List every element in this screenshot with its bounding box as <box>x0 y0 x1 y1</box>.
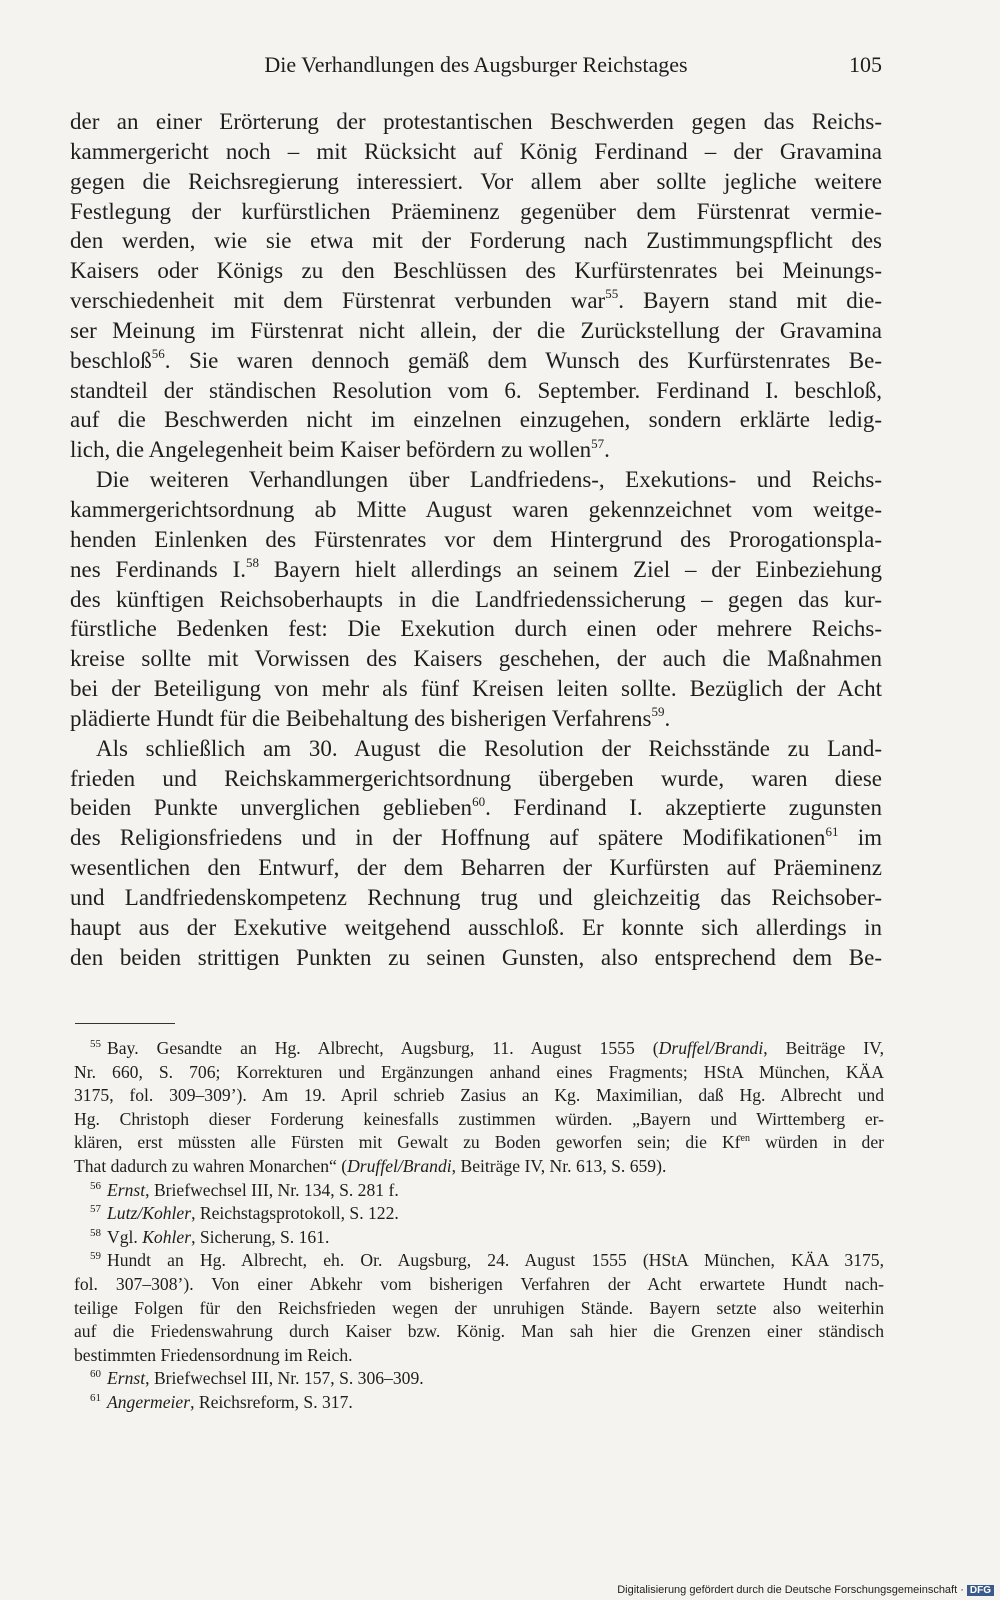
footnote-line: klären, erst müssten alle Fürsten mit Gewalt zu Boden geworfen sein; die $Kf^{en}$ würden in der <box>74 1132 884 1153</box>
text-line: auf die Beschwerden nicht im einzelnen einzugehen, sondern erklärte ledig- <box>70 407 882 433</box>
footnote-line: fol. 307–308’). Von einer Abkehr vom bisherigen Verfahren der Acht erwartete Hundt nach- <box>74 1273 884 1294</box>
text-line: lich, die Angelegenheit beim Kaiser befördern zu wollen$^{57}$. <box>70 435 610 463</box>
text-line: des Religionsfriedens und in der Hoffnung auf spätere Modifikationen$^{61}$ im <box>70 823 882 851</box>
text-line: kammergericht noch – mit Rücksicht auf König Ferdinand – der Gravamina <box>70 138 882 164</box>
footnote-line: auf die Friedenswahrung durch Kaiser bzw. König. Man sah hier die Grenzen einer ständisch <box>74 1321 884 1342</box>
footnote-ref: 57 <box>591 435 605 451</box>
footnote-59: $^{59}$ Hundt an Hg. Albrecht, eh. Or. Augsburg, 24. August 1555 (HStA München, KÄA 3175, <box>90 1250 884 1271</box>
text-line: Die weiteren Verhandlungen über Landfriedens-, Exekutions- und Reichs- <box>96 467 882 493</box>
text-line: beschloß$^{56}$. Sie waren dennoch gemäß dem Wunsch des Kurfürstenrates Be- <box>70 346 882 373</box>
text-line: kammergerichtsordnung ab Mitte August waren gekennzeichnet vom weitge- <box>70 496 882 522</box>
page-header <box>70 52 882 82</box>
footnote-ref: 61 <box>825 823 839 839</box>
text-line: Kaisers oder Königs zu den Beschlüssen des Kurfürstenrates bei Meinungs- <box>70 258 882 284</box>
text-line: der an einer Erörterung der protestantischen Beschwerden gegen das Reichs- <box>70 109 882 134</box>
footnote-line: Nr. 660, S. 706; Korrekturen und Ergänzungen anhand eines Fragments; HStA München, KÄA <box>74 1061 884 1082</box>
text-line: beiden Punkte unverglichen geblieben$^{60}$. Ferdinand I. akzeptierte zugunsten <box>70 793 883 821</box>
text-line: Festlegung der kurfürstlichen Präeminenz gegenüber dem Fürstenrat vermie- <box>70 198 882 224</box>
text-line: frieden und Reichskammergerichtsordnung übergeben wurde, waren diese <box>70 765 882 791</box>
main-text <box>70 107 882 972</box>
credit-text: Digitalisierung gefördert durch die Deutsche Forschungsgemeinschaft · <box>617 1584 964 1596</box>
text-line: kreise sollte mit Vorwissen des Kaisers geschehen, der auch die Maßnahmen <box>70 646 882 672</box>
footnote-55: $^{55}$ Bay. Gesandte an Hg. Albrecht, Augsburg, 11. August 1555 (Druffel/Brandi, Beiträge IV, <box>90 1038 884 1058</box>
footnote-ref: 59 <box>651 704 665 720</box>
footnote-ref: 56 <box>151 346 165 362</box>
text-line: wesentlichen den Entwurf, der dem Beharren der Kurfürsten auf Präeminenz <box>70 855 882 881</box>
footnote-line: bestimmten Friedensordnung im Reich. <box>74 1344 353 1365</box>
footnote-57: $^{57}$ Lutz/Kohler, Reichstagsprotokoll, S. 122. <box>90 1203 399 1224</box>
page-number: 105 <box>849 52 882 77</box>
text-line: bei der Beteiligung von mehr als fünf Kreisen leiten sollte. Bezüglich der Acht <box>70 676 882 702</box>
text-line: ser Meinung im Fürstenrat nicht allein, der die Zurückstellung der Gravamina <box>70 317 882 343</box>
digitization-credit <box>617 1584 994 1596</box>
footnote-ref: 58 <box>246 555 260 570</box>
text-line: den beiden strittigen Punkten zu seinen Gunsten, also entsprechend dem Be- <box>70 944 882 970</box>
footnote-line: 3175, fol. 309–309’). Am 19. April schrieb Zasius an Kg. Maximilian, daß Hg. Albrecht und <box>74 1085 884 1106</box>
text-line: gegen die Reichsregierung interessiert. Vor allem aber sollte jegliche weitere <box>70 168 882 194</box>
text-line: plädierte Hundt für die Beibehaltung des bisherigen Verfahrens$^{59}$. <box>70 704 671 731</box>
dfg-logo: DFG <box>967 1585 994 1596</box>
text-line: den werden, wie sie etwa mit der Forderung nach Zustimmungspflicht des <box>70 228 882 254</box>
text-line: fürstliche Bedenken fest: Die Exekution durch einen oder mehrere Reichs- <box>70 616 882 642</box>
footnote-divider <box>75 1023 175 1024</box>
footnote-line: teilige Folgen für den Reichsfrieden wegen der unruhigen Stände. Bayern setzte also weiterhin <box>74 1297 884 1318</box>
footnote-56: $^{56}$ Ernst, Briefwechsel III, Nr. 134, S. 281 f. <box>90 1179 399 1200</box>
footnote-line: That dadurch zu wahren Monarchen“ (Druffel/Brandi, Beiträge IV, Nr. 613, S. 659). <box>74 1155 667 1176</box>
text-line: haupt aus der Exekutive weitgehend ausschloß. Er konnte sich allerdings in <box>70 914 882 940</box>
text-line: und Landfriedenskompetenz Rechnung trug und gleichzeitig das Reichsober- <box>70 884 882 910</box>
text-line: Als schließlich am 30. August die Resolution der Reichsstände zu Land- <box>96 735 882 761</box>
footnote-ref: 60 <box>472 793 486 809</box>
text-line: henden Einlenken des Fürstenrates vor dem Hintergrund des Prorogationspla- <box>70 526 882 552</box>
text-line: verschiedenheit mit dem Fürstenrat verbunden war$^{55}$. Bayern stand mit die- <box>70 286 882 314</box>
text-line: nes Ferdinands I.$^{58}$ Bayern hielt allerdings an seinem Ziel – der Einbeziehung <box>70 555 882 582</box>
footnotes <box>74 1037 884 1415</box>
text-line: des künftigen Reichsoberhaupts in die Landfriedenssicherung – gegen das kur- <box>70 586 882 612</box>
footnote-line: Hg. Christoph dieser Forderung keinesfalls zustimmen würden. „Bayern und Wirttemberg er- <box>74 1108 884 1129</box>
footnote-ref: 55 <box>605 286 619 302</box>
footnote-58: $^{58}$ Vgl. Kohler, Sicherung, S. 161. <box>90 1226 330 1247</box>
footnote-60: $^{60}$ Ernst, Briefwechsel III, Nr. 157, S. 306–309. <box>90 1368 424 1389</box>
footnote-61: $^{61}$ Angermeier, Reichsreform, S. 317. <box>90 1391 353 1412</box>
text-line: standteil der ständischen Resolution vom 6. September. Ferdinand I. beschloß, <box>70 377 882 403</box>
running-title: Die Verhandlungen des Augsburger Reichstages <box>264 52 688 77</box>
